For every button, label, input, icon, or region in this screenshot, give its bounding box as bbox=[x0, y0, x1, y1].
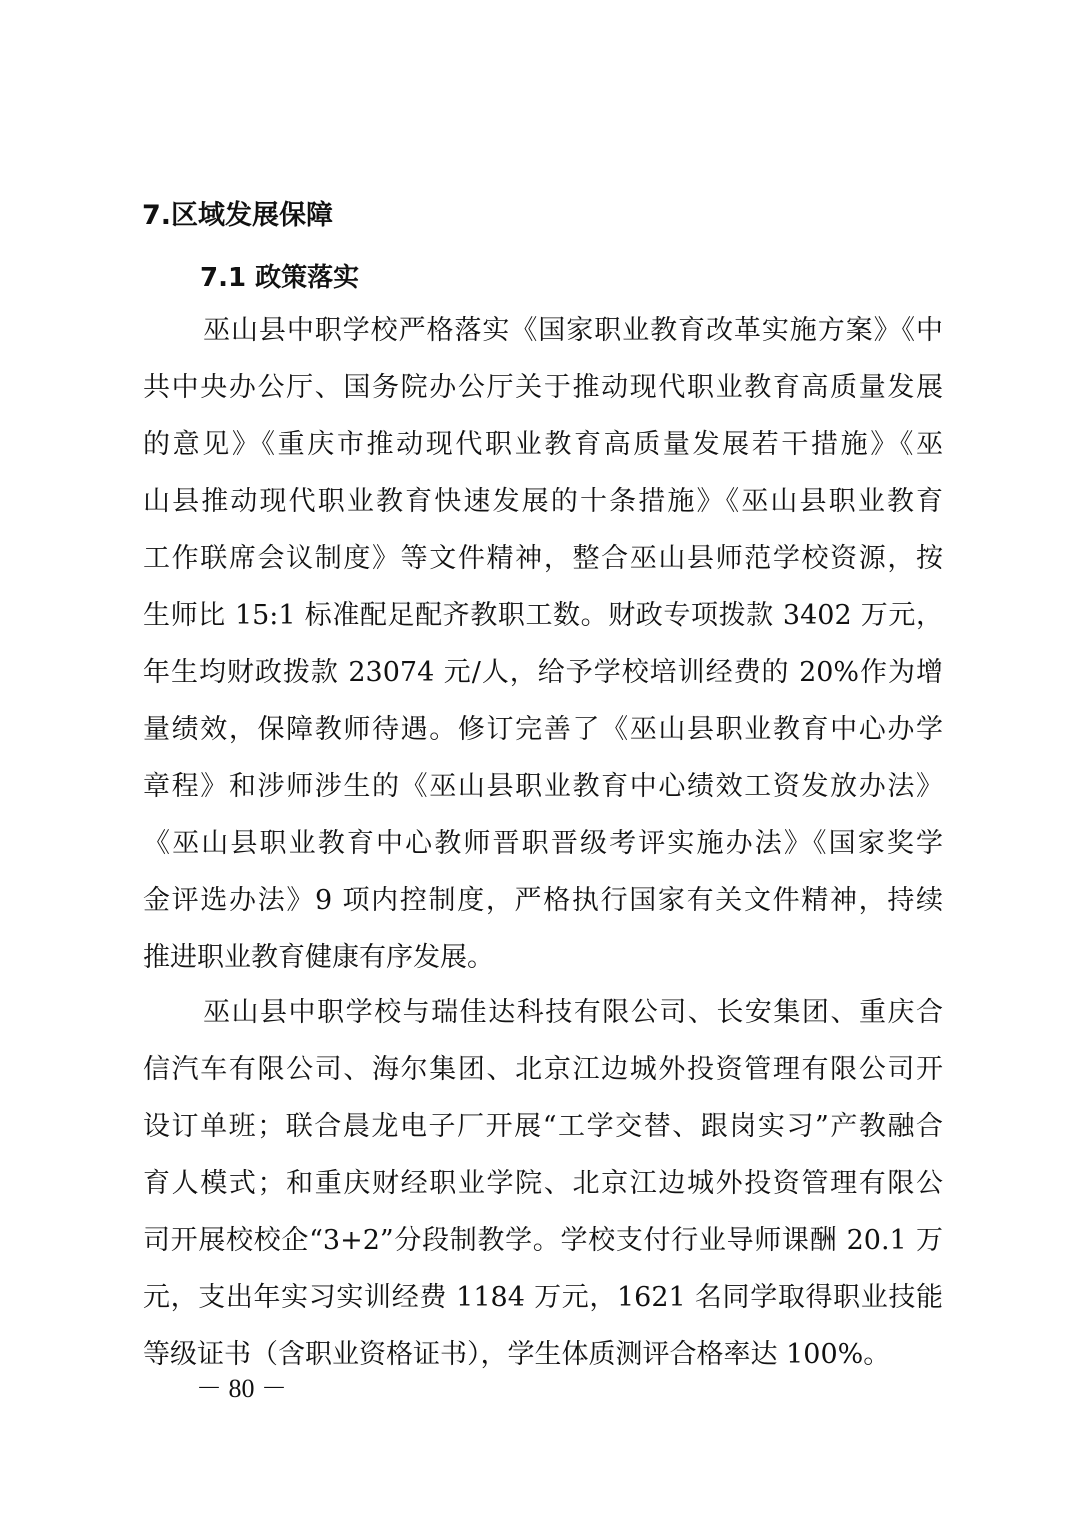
paragraph-line: 山县推动现代职业教育快速发展的十条措施》《巫山县职业教育 bbox=[143, 486, 943, 517]
paragraph-line: 元，支出年实习实训经费 1184 万元，1621 名同学取得职业技能 bbox=[143, 1282, 943, 1313]
paragraph-line: 巫山县中职学校与瑞佳达科技有限公司、长安集团、重庆合 bbox=[203, 997, 943, 1028]
paragraph-line: 年生均财政拨款 23074 元/人，给予学校培训经费的 20%作为增 bbox=[143, 657, 943, 688]
paragraph-line: 信汽车有限公司、海尔集团、北京江边城外投资管理有限公司开 bbox=[143, 1054, 943, 1085]
paragraph-line: 共中央办公厅、国务院办公厅关于推动现代职业教育高质量发展 bbox=[143, 372, 943, 403]
paragraph-line: 的意见》《重庆市推动现代职业教育高质量发展若干措施》《巫 bbox=[143, 429, 943, 460]
paragraph-line: 等级证书（含职业资格证书），学生体质测评合格率达 100%。 bbox=[143, 1339, 891, 1370]
page-number: － 80 － bbox=[196, 1374, 288, 1403]
paragraph-line: 设订单班；联合晨龙电子厂开展“工学交替、跟岗实习”产教融合 bbox=[143, 1111, 943, 1142]
paragraph-line: 司开展校校企“3+2”分段制教学。学校支付行业导师课酬 20.1 万 bbox=[143, 1225, 943, 1256]
paragraph-policy-implementation bbox=[143, 302, 943, 986]
section-title: 7.区域发展保障 bbox=[142, 200, 334, 231]
subsection-title: 7.1 政策落实 bbox=[200, 263, 360, 293]
paragraph-line: 章程》和涉师涉生的《巫山县职业教育中心绩效工资发放办法》 bbox=[143, 771, 943, 802]
paragraph-line: 生师比 15:1 标准配足配齐教职工数。财政专项拨款 3402 万元， bbox=[143, 600, 943, 631]
paragraph-line: 量绩效，保障教师待遇。修订完善了《巫山县职业教育中心办学 bbox=[143, 714, 943, 745]
paragraph-school-enterprise-cooperation bbox=[143, 984, 943, 1383]
paragraph-line: 巫山县中职学校严格落实《国家职业教育改革实施方案》《中 bbox=[203, 315, 943, 346]
paragraph-line: 金评选办法》9 项内控制度，严格执行国家有关文件精神，持续 bbox=[143, 885, 943, 916]
paragraph-line: 《巫山县职业教育中心教师晋职晋级考评实施办法》《国家奖学 bbox=[143, 828, 943, 859]
paragraph-line: 工作联席会议制度》等文件精神，整合巫山县师范学校资源，按 bbox=[143, 543, 943, 574]
paragraph-line: 育人模式；和重庆财经职业学院、北京江边城外投资管理有限公 bbox=[143, 1168, 943, 1199]
paragraph-line: 推进职业教育健康有序发展。 bbox=[143, 942, 494, 973]
